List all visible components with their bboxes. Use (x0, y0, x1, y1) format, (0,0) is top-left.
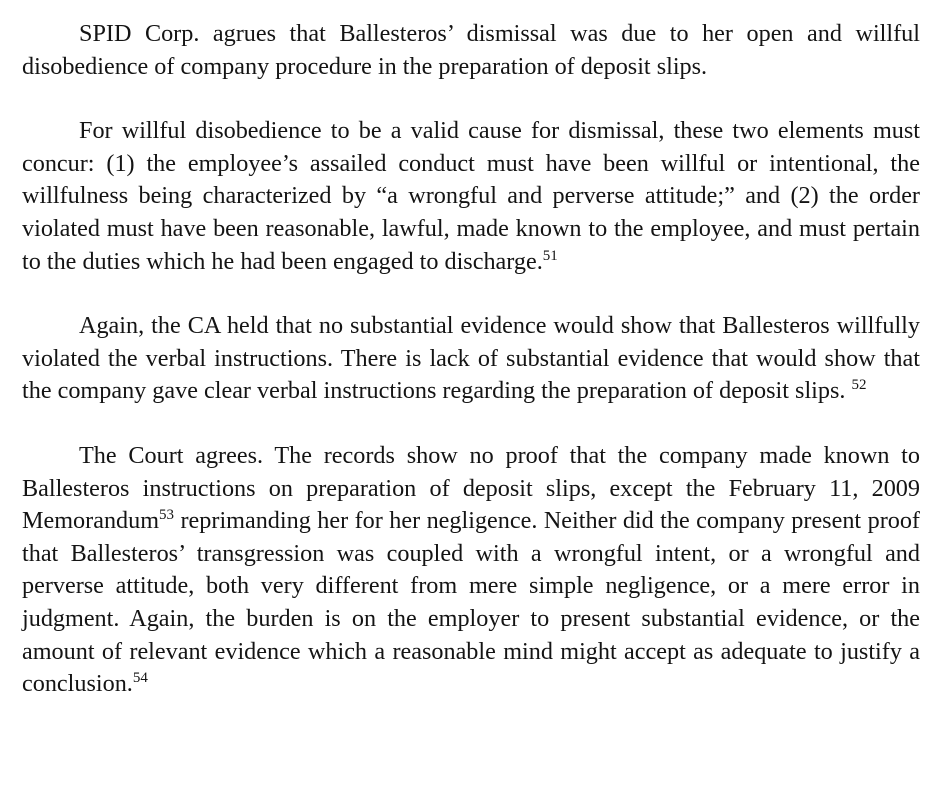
paragraph-text: reprimanding her for her negligence. Neither did the company present proof that Ballesteros’ transgression was coupled with a wrongful intent, or a wrongful and perverse attitude, both very different from mere simple negligence, or a mere error in judgment. Again, the burden is on the employer to present substantial evidence, or the amount of relevant evidence which a reasonable mind might accept as adequate to justify a conclusion. (22, 507, 920, 698)
paragraph-text: Again, the CA held that no substantial evidence would show that Ballesteros willfully violated the verbal instructions. There is lack of substantial evidence that would show that the company gave clear verbal instructions regarding the preparation of deposit slips. (22, 312, 920, 405)
document-page (22, 18, 920, 701)
footnote-marker: 53 (159, 507, 175, 524)
footnote-marker: 54 (132, 670, 148, 687)
paragraph-court-agrees (22, 440, 920, 701)
paragraph-willful-disobedience-elements (22, 115, 920, 278)
paragraph-text: The Court agrees. The records show no proof that the company made known to Ballesteros instructions on preparation of deposit slips, except the February 11, 2009 Memorandum (22, 441, 920, 535)
footnote-marker: 52 (851, 377, 867, 394)
paragraph-text: SPID Corp. agrues that Ballesteros’ dismissal was due to her open and willful disobedience of company procedure in the preparation of deposit slips. (22, 20, 920, 80)
paragraph-text: For willful disobedience to be a valid cause for dismissal, these two elements must concur: (1) the employee’s assailed conduct must have been willful or intentional, the willfulness being characterized by “a wrongful and perverse attitude;” and (2) the order violated must have been reasonable, lawful, made known to the employee, and must pertain to the duties which he had been engaged to discharge. (22, 117, 920, 275)
footnote-marker: 51 (542, 247, 558, 264)
paragraph-dismissal-argument (22, 18, 920, 83)
paragraph-ca-held (22, 310, 920, 408)
